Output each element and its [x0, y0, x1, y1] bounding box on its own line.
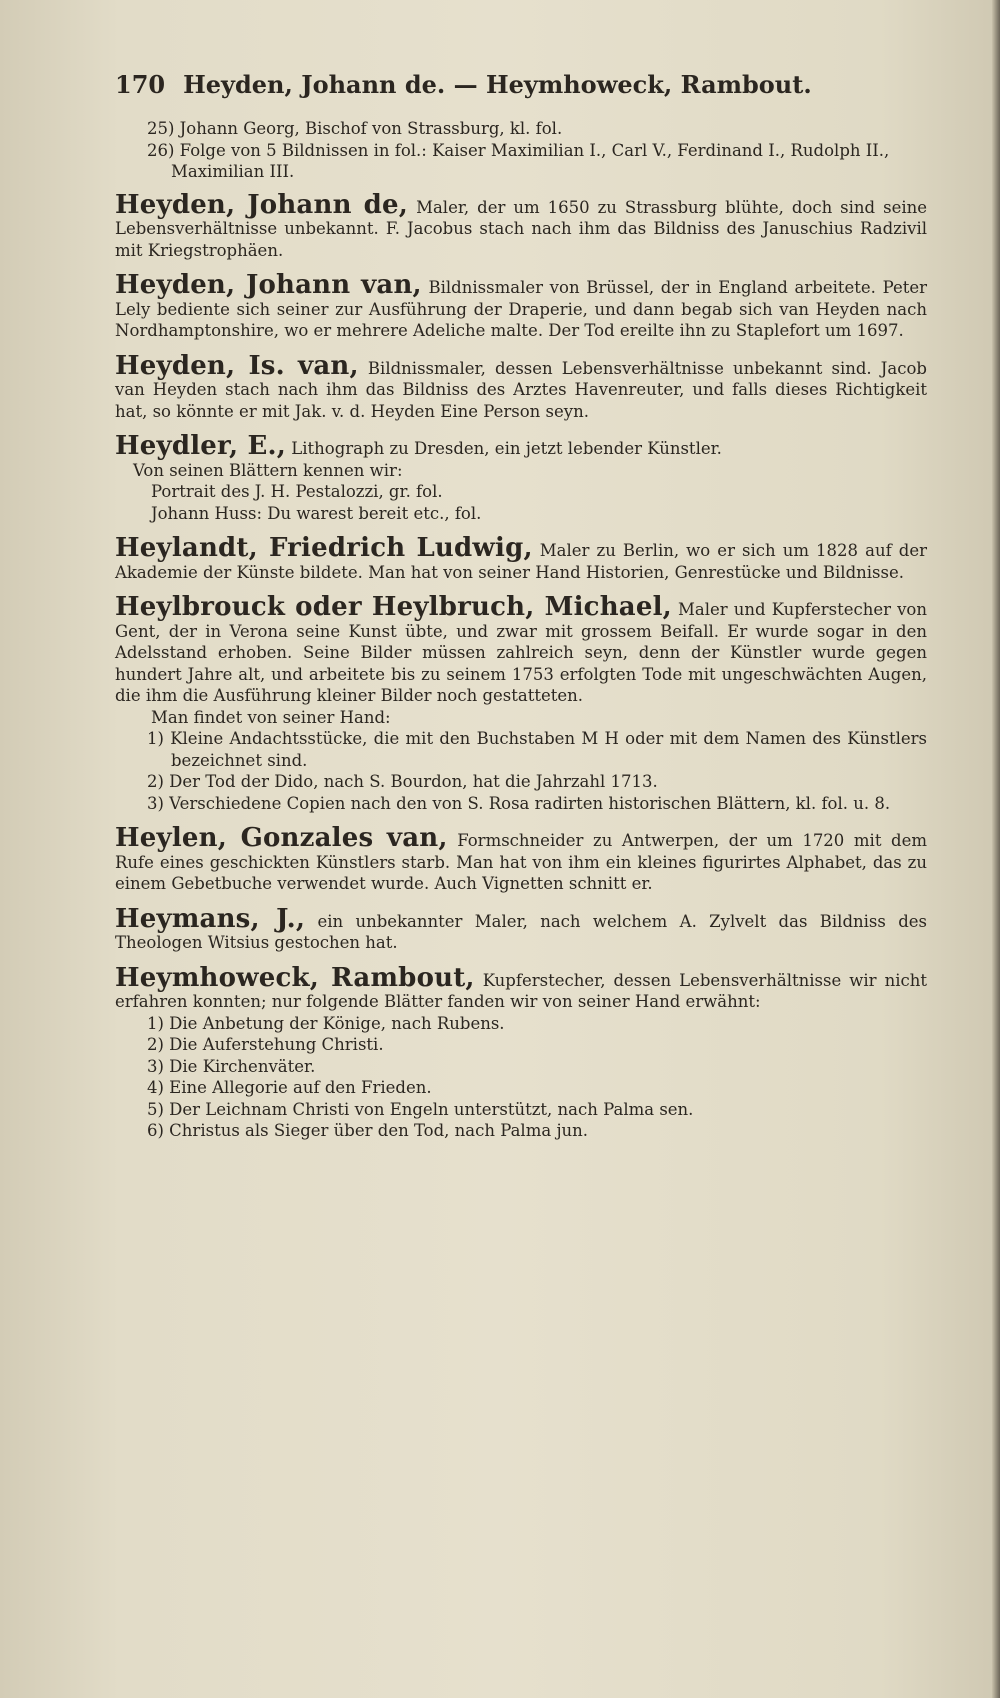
list-item: 1) Die Anbetung der Könige, nach Rubens. [147, 1013, 505, 1033]
list-item: 3) Die Kirchenväter. [147, 1056, 316, 1076]
list-item: 26) Folge von 5 Bildnissen in fol.: Kaiser Maximilian I., Carl V., Ferdinand I., Rudolph II., Maximilian III. [147, 140, 890, 181]
entry-body: ein unbekannter Maler, nach welchem A. Zylvelt das Bildniss des Theologen Witsius gestochen hat. [115, 911, 927, 952]
entry-text [115, 189, 928, 262]
entry-text [115, 350, 927, 423]
works-list [135, 1013, 927, 1142]
works-list [135, 728, 927, 814]
headword: Heyden, Johann van, [115, 270, 422, 300]
headword: Heyden, Johann de, [115, 189, 409, 220]
entry-heyden-johann-de [115, 189, 928, 262]
entry-text [115, 533, 927, 583]
headword: Heymhoweck, Rambout, [115, 962, 475, 993]
continued-list [135, 118, 927, 183]
entry-body: Lithograph zu Dresden, ein jetzt lebender Künstler. [291, 439, 722, 458]
list-item: 1) Kleine Andachtsstücke, die mit den Buchstaben M H oder mit dem Namen des Künstlers bezeichnet sind. [147, 729, 927, 770]
headword: Heydler, E., [115, 431, 287, 461]
list-item: 25) Johann Georg, Bischof von Strassburg, kl. fol. [147, 119, 563, 138]
entry-text [115, 592, 927, 707]
entry-heylen [115, 823, 928, 895]
list-item: 6) Christus als Sieger über den Tod, nach Palma jun. [147, 1121, 589, 1140]
list-item: 4) Eine Allegorie auf den Frieden. [147, 1078, 432, 1097]
entry-heyden-johann-van [115, 270, 927, 342]
works-intro: Man findet von seiner Hand: [151, 707, 391, 727]
entry-text [115, 823, 928, 895]
entry-body: Maler zu Berlin, wo er sich um 1828 auf der Akademie der Künste bildete. Man hat von seiner Hand Historien, Genrestücke und Bildnisse. [115, 541, 927, 582]
entry-heyden-is-van [115, 350, 927, 423]
entry-text [115, 431, 927, 461]
entry-heymans [115, 903, 927, 954]
entry-heydler [115, 431, 927, 524]
entry-body: Bildnissmaler von Brüssel, der in England arbeitete. Peter Lely bediente sich seiner zur Ausführung der Draperie, und dann begab sich van Heyden nach Nordhamptonshire, wo er mehrere Adeliche malte. Der Tod ereilte ihn zu Staplefort um 1697. [115, 278, 927, 340]
entry-text [115, 962, 927, 1013]
page-edge-shadow [992, 0, 1000, 1698]
headword: Heymans, J., [115, 903, 306, 934]
entry-body: Bildnissmaler, dessen Lebensverhältnisse unbekannt sind. Jacob van Heyden stach nach ihm das Bildniss des Arztes Havenreuter, und falls dieses Richtigkeit hat, so könnte er mit Jak. v. d. Heyden Eine Person seyn. [115, 358, 927, 421]
entry-heylandt [115, 533, 927, 583]
running-title: Heyden, Johann de. — Heymhoweck, Rambout. [183, 70, 812, 99]
entry-text [115, 903, 927, 954]
entry-text [115, 270, 927, 342]
work-line: Johann Huss: Du warest bereit etc., fol. [151, 503, 482, 523]
works-intro: Von seinen Blättern kennen wir: [133, 460, 403, 480]
page-number: 170 [115, 70, 166, 99]
entry-body: Maler, der um 1650 zu Strassburg blühte, doch sind seine Lebensverhältnisse unbekannt. F. Jacobus stach nach ihm das Bildniss des Januschius Radzivil mit Kriegstrophäen. [115, 197, 928, 260]
work-line: Portrait des J. H. Pestalozzi, gr. fol. [151, 482, 443, 501]
entry-body: Formschneider zu Antwerpen, der um 1720 mit dem Rufe eines geschickten Künstlers starb. Man hat von ihm ein kleines figurirtes Alphabet, das zu einem Gebetbuche verwendet wurde. Auch Vignetten schnitt er. [115, 831, 928, 893]
running-head [115, 68, 927, 102]
list-item: 3) Verschiedene Copien nach den von S. Rosa radirten historischen Blättern, kl. fol. u. 8. [147, 793, 891, 813]
list-item: 2) Die Auferstehung Christi. [147, 1035, 384, 1054]
entry-body: Maler und Kupferstecher von Gent, der in Verona seine Kunst übte, und zwar mit grossem Beifall. Er wurde sogar in den Adelsstand erhoben. Seine Bilder müssen zahlreich seyn, denn der Künstler wurde gegen hundert Jahre alt, und arbeitete bis zu seinem 1753 erfolgten Tode mit ungeschwächten Augen, die ihm die Ausführung kleiner Bilder noch gestatteten. [115, 600, 927, 705]
headword: Heyden, Is. van, [115, 350, 359, 381]
entry-heylbrouck [115, 592, 927, 814]
headword: Heylbrouck oder Heylbruch, Michael, [115, 592, 672, 622]
entry-body: Kupferstecher, dessen Lebensverhältnisse wir nicht erfahren konnten; nur folgende Blätter fanden wir von seiner Hand erwähnt: [115, 970, 927, 1011]
headword: Heylen, Gonzales van, [115, 823, 448, 853]
list-item: 5) Der Leichnam Christi von Engeln unterstützt, nach Palma sen. [147, 1099, 694, 1119]
list-item: 2) Der Tod der Dido, nach S. Bourdon, hat die Jahrzahl 1713. [147, 772, 658, 791]
headword: Heylandt, Friedrich Ludwig, [115, 533, 533, 563]
page-content [115, 68, 927, 1156]
entry-heymhoweck [115, 962, 927, 1142]
